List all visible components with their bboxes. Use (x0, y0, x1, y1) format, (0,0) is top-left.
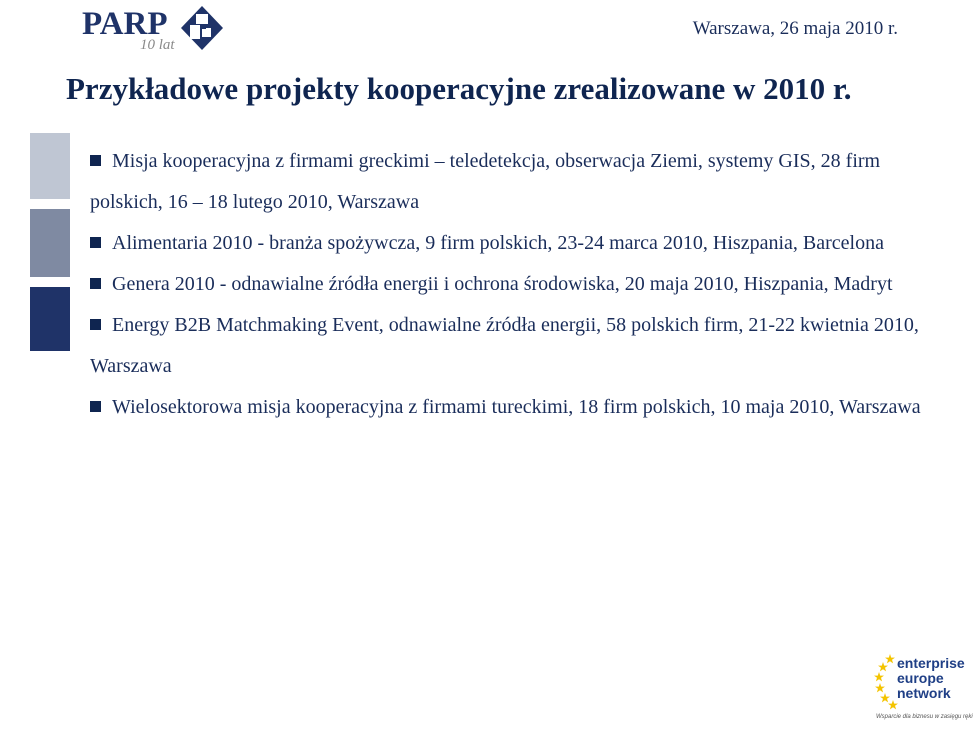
een-tagline: Wsparcie dla biznesu w zasięgu ręki (876, 714, 973, 720)
list-item (90, 305, 950, 387)
square-bullet-icon (90, 319, 101, 330)
parp-logo-subtext: 10 lat (140, 37, 175, 53)
date-line: Warszawa, 26 maja 2010 r. (692, 18, 898, 39)
square-bullet-icon (90, 155, 101, 166)
list-item-text: Energy B2B Matchmaking Event, odnawialne źródła energii, 58 polskich firm, 21-22 kwietnia 2010, Warszawa (90, 314, 919, 377)
decorative-block-mid (30, 209, 70, 277)
page-title: Przykładowe projekty kooperacyjne zrealizowane w 2010 r. (66, 71, 852, 106)
list-item (90, 141, 950, 223)
project-list (90, 141, 950, 428)
decorative-block-light (30, 133, 70, 199)
parp-logo (82, 6, 232, 58)
square-bullet-icon (90, 278, 101, 289)
square-bullet-icon (90, 401, 101, 412)
parp-logo-text: PARP (82, 6, 168, 42)
een-line-enterprise: enterprise (897, 655, 965, 671)
een-wordmark (897, 656, 965, 701)
decorative-block-dark (30, 287, 70, 351)
list-item (90, 264, 950, 305)
list-item-text: Genera 2010 - odnawialne źródła energii i ochrona środowiska, 20 maja 2010, Hiszpania, Madryt (112, 273, 893, 295)
een-line-network: network (897, 685, 951, 701)
enterprise-europe-network-logo (870, 640, 973, 726)
square-bullet-icon (90, 237, 101, 248)
parp-emblem-icon (181, 6, 223, 50)
een-line-europe: europe (897, 670, 944, 686)
list-item (90, 223, 950, 264)
list-item-text: Wielosektorowa misja kooperacyjna z firmami tureckimi, 18 firm polskich, 10 maja 2010, Warszawa (112, 396, 921, 418)
list-item (90, 387, 950, 428)
list-item-text: Misja kooperacyjna z firmami greckimi – teledetekcja, obserwacja Ziemi, systemy GIS, 28 firm polskich, 16 – 18 lutego 2010, Warszawa (90, 150, 881, 213)
list-item-text: Alimentaria 2010 - branża spożywcza, 9 firm polskich, 23-24 marca 2010, Hiszpania, Barcelona (112, 232, 884, 254)
